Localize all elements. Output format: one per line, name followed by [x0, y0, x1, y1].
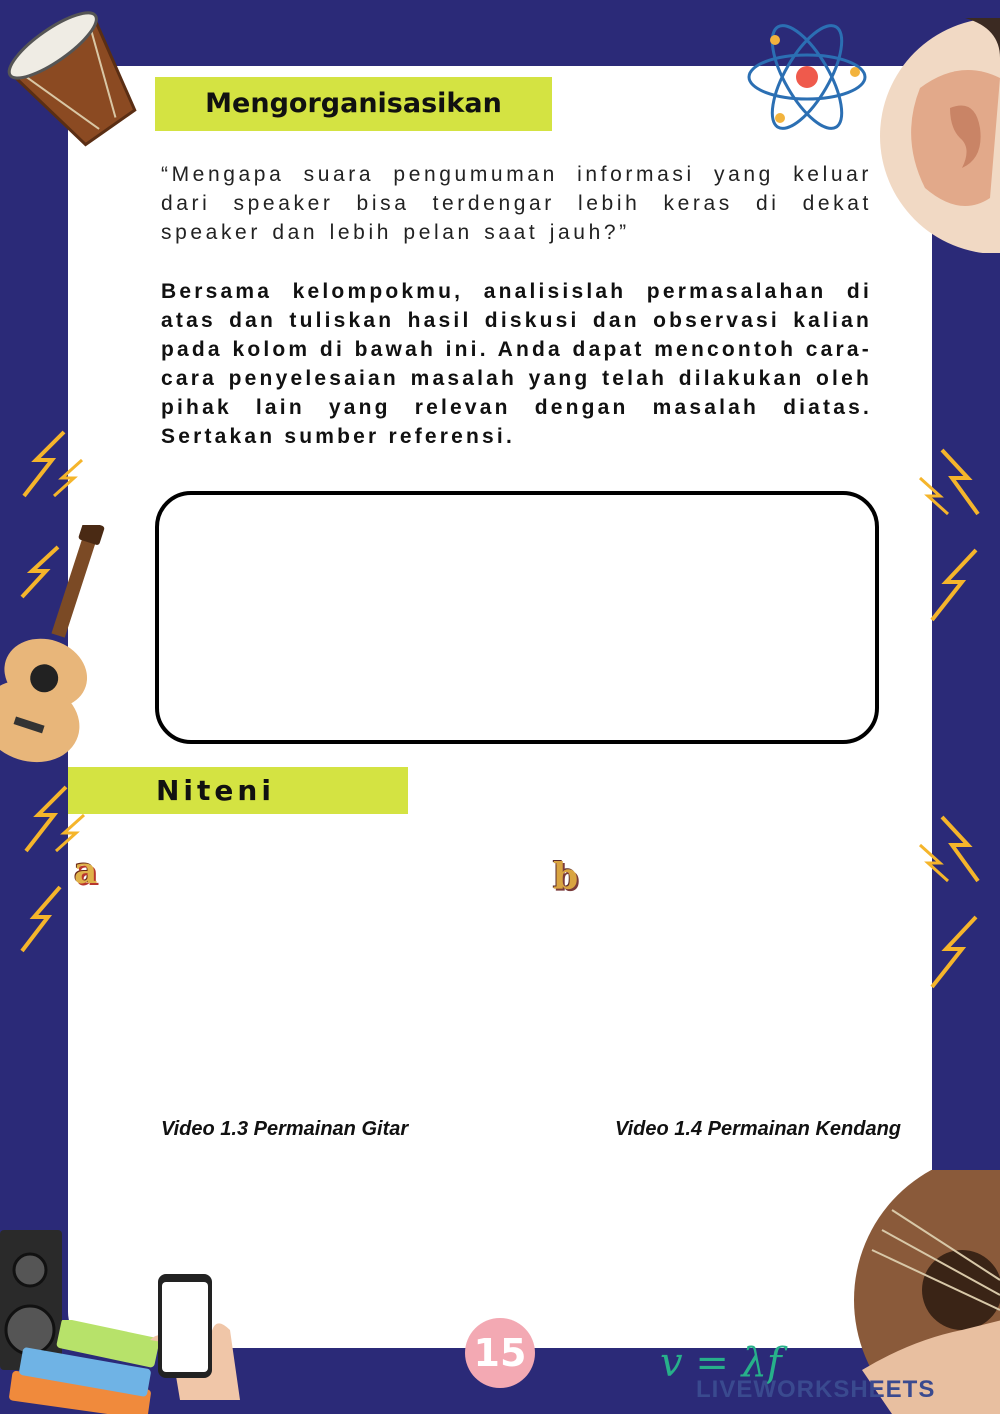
- lightning-icon: [920, 915, 990, 990]
- video-marker-a: a: [74, 850, 98, 892]
- question-quote: “Mengapa suara pengumuman informasi yang keluar dari speaker bisa terdengar lebih keras di dekat speaker dan lebih pelan saat jauh?”: [161, 163, 872, 244]
- ear-icon: [880, 18, 1000, 253]
- lightning-icon: [14, 430, 89, 500]
- lightning-icon: [920, 548, 990, 623]
- answer-box[interactable]: [155, 491, 879, 744]
- instruction-text: Bersama kelompokmu, analisislah permasalahan di atas dan tuliskan hasil diskusi dan observasi kalian pada kolom di bawah ini. Anda dapat mencontoh cara-cara penyelesaian masalah yang telah dilakukan oleh pihak lain yang relevan dengan masalah diatas. Sertakan sumber referensi.: [161, 280, 872, 448]
- video-marker-b: b: [553, 856, 579, 898]
- section-title-mengorganisasikan: Mengorganisasikan: [155, 77, 552, 131]
- lightning-icon: [14, 885, 79, 955]
- lightning-icon: [912, 448, 987, 518]
- section-title-niteni: Niteni: [68, 767, 408, 814]
- lightning-icon: [912, 815, 987, 885]
- page-number: 15: [465, 1318, 535, 1388]
- books-icon: [0, 1320, 170, 1414]
- drum-icon: [0, 0, 140, 160]
- phone-icon: [150, 1270, 250, 1414]
- wave-formula: v = λf: [660, 1340, 782, 1386]
- atom-icon: [745, 20, 870, 135]
- video-caption-kendang: Video 1.4 Permainan Kendang: [615, 1118, 902, 1140]
- lightning-icon: [14, 545, 74, 600]
- liveworksheets-logo: LIVEWORKSHEETS: [696, 1376, 936, 1403]
- video-caption-gitar: Video 1.3 Permainan Gitar: [161, 1118, 409, 1140]
